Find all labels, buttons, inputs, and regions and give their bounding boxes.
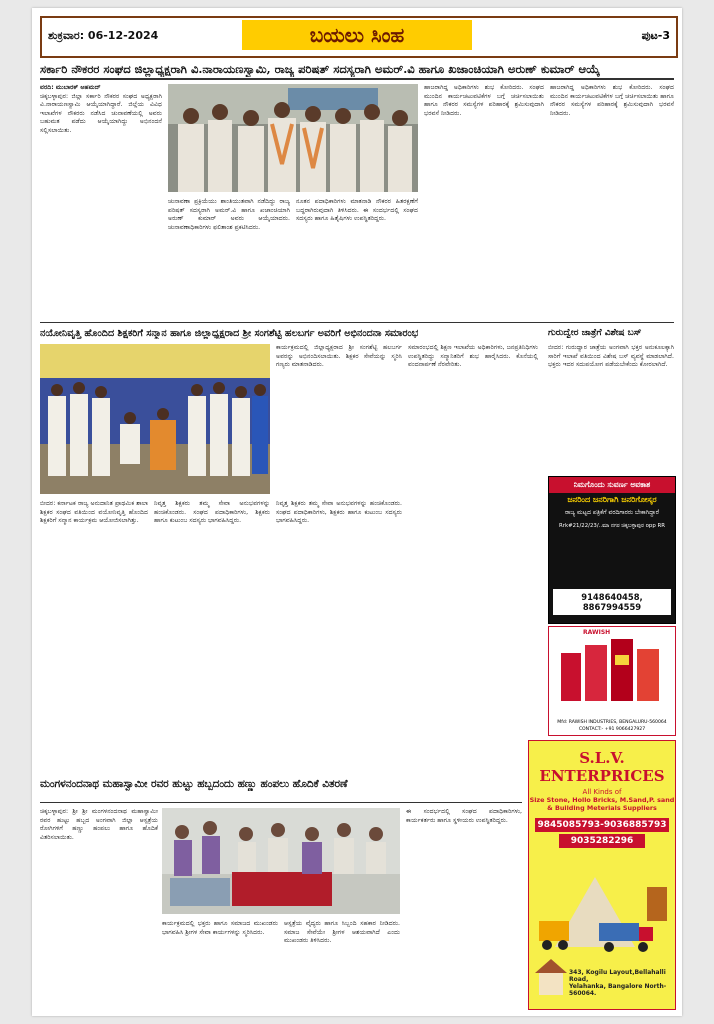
article1-col2 [168,198,290,318]
ad-slv-phone1: 9845085793-9036885793 [535,818,669,832]
article3-text: ಬೀದರ: ಗುರುದ್ವಾರ ಜಾತ್ರೆಯ ಅಂಗವಾಗಿ ಭಕ್ತರ ಅನುಕೂಲಕ್ಕಾಗಿ ಸಾರಿಗೆ ಇಲಾಖೆ ವತಿಯಿಂದ ವಿಶೇಷ ಬಸ್ ವ್ಯವಸ್ಥೆ ಮಾಡಲಾಗಿದೆ. ಭಕ್ತರು ಇದರ ಸದುಪಯೋಗ ಪಡೆಯಬೇಕೆಂದು ಕೋರಲಾಗಿದೆ. [548,344,674,369]
article1-photo [168,84,418,192]
article4-col1 [40,808,158,1008]
article2-text: ನಿವೃತ್ತ ಶಿಕ್ಷಕರು ತಮ್ಮ ಸೇವಾ ಅನುಭವಗಳನ್ನು ಹಂಚಿಕೊಂಡರು. ಸಂಘದ ಪದಾಧಿಕಾರಿಗಳು, ಶಿಕ್ಷಕರು ಹಾಗೂ ಕುಟುಂಬ ಸದಸ್ಯರು ಭಾಗವಹಿಸಿದ್ದರು. [276,500,402,525]
article2-text: ನಿವೃತ್ತ ಶಿಕ್ಷಕರು ತಮ್ಮ ಸೇವಾ ಅನುಭವಗಳನ್ನು ಹಂಚಿಕೊಂಡರು. ಸಂಘದ ಪದಾಧಿಕಾರಿಗಳು, ಶಿಕ್ಷಕರು ಹಾಗೂ ಕುಟುಂಬ ಸದಸ್ಯರು ಭಾಗವಹಿಸಿದ್ದರು. [154,500,270,525]
article2-photo [40,344,270,494]
article4-text: ಈ ಸಂದರ್ಭದಲ್ಲಿ ಸಂಘದ ಪದಾಧಿಕಾರಿಗಳು, ಕಾರ್ಯಕರ್ತರು ಹಾಗೂ ಸ್ಥಳೀಯರು ಉಪಸ್ಥಿತರಿದ್ದರು. [406,808,522,824]
divider [40,322,674,323]
ad-recruitment [548,476,676,624]
newspaper-page [32,8,682,1016]
house-icon [533,957,569,997]
article4-photo [162,808,400,914]
article3-headline: ಗುರುದ್ವೇರ ಜಾತ್ರೆಗೆ ವಿಶೇಷ ಬಸ್ [548,328,642,338]
article4-text: ಕಾರ್ಯಕ್ರಮದಲ್ಲಿ ಭಕ್ತರು ಹಾಗೂ ಸಮಾಜದ ಮುಖಂಡರು ಭಾಗವಹಿಸಿ ಶ್ರೀಗಳ ಸೇವಾ ಕಾರ್ಯಗಳನ್ನು ಸ್ಮರಿಸಿದರು. [162,920,278,936]
article4-text: ಚಿಕ್ಕಬಳ್ಳಾಪುರ: ಶ್ರೀ ಶ್ರೀ ಮಂಗಳನಂದನಾಥ ಮಹಾಸ್ವಾಮೀ ರವರ ಹುಟ್ಟು ಹಬ್ಬದ ಅಂಗವಾಗಿ ಜಿಲ್ಲಾ ಆಸ್ಪತ್ರೆಯ ರೋಗಿಗಳಿಗೆ ಹಣ್ಣು ಹಂಪಲು ಹಾಗೂ ಹೊದಿಕೆ ವಿತರಿಸಲಾಯಿತು. [40,808,158,841]
article1-col4 [424,84,544,318]
ad-recruit-line1: ನಿಮಗೊಂದು ಸುವರ್ಣ ಅವಕಾಶ [549,477,675,493]
ad-slv-phone2: 9035282296 [559,834,645,848]
article1-text: ನೂತನ ಪದಾಧಿಕಾರಿಗಳು ಮಾತನಾಡಿ ನೌಕರರ ಹಿತರಕ್ಷಣೆಗೆ ಬದ್ಧರಾಗಿರುವುದಾಗಿ ತಿಳಿಸಿದರು. ಈ ಸಂದರ್ಭದಲ್ಲಿ ಸಂಘದ ಸದಸ್ಯರು ಹಾಗೂ ಹಿತೈಷಿಗಳು ಉಪಸ್ಥಿತರಿದ್ದರು. [296,198,418,223]
ad-slv-line1: All Kinds of [582,788,622,796]
article4-col4 [406,808,522,1008]
article1-byline: ವರದಿ: ಮುಬಾರಕ್ ಅಹಮದ್ [40,84,101,91]
article1-col5 [550,84,674,318]
divider [40,78,674,80]
article2-col1 [40,500,148,798]
article2-col2 [276,344,402,494]
issue-date: ಶುಕ್ರವಾರ: 06-12-2024 [48,29,159,42]
ad-slv-enterprices [528,740,676,1010]
article2-col4 [408,344,538,798]
product-packets-icon [557,639,667,705]
newspaper-title: ಬಯಲು ಸಿಂಹ [242,20,472,50]
article2-col1b [154,500,270,798]
article1-text: ಚಿಕ್ಕಬಳ್ಳಾಪುರ: ಜಿಲ್ಲಾ ಸರ್ಕಾರಿ ನೌಕರರ ಸಂಘದ ಅಧ್ಯಕ್ಷರಾಗಿ ವಿ.ನಾರಾಯಣಸ್ವಾಮಿ ಆಯ್ಕೆಯಾಗಿದ್ದಾರೆ. ಜಿಲ್ಲೆಯ ವಿವಿಧ ಇಲಾಖೆಗಳ ನೌಕರರು ನಡೆಸಿದ ಚುನಾವಣೆಯಲ್ಲಿ ಅವರು ಬಹುಮತ ಪಡೆದು ಆಯ್ಕೆಯಾಗಿದ್ದು ಅಭಿನಂದನೆ ಸಲ್ಲಿಸಲಾಯಿತು. [40,92,162,134]
article4-text: ಆಸ್ಪತ್ರೆಯ ವೈದ್ಯರು ಹಾಗೂ ಸಿಬ್ಬಂದಿ ಸಹಕಾರ ನೀಡಿದರು. ಸಮಾಜ ಸೇವೆಯೇ ಶ್ರೀಗಳ ಆಶಯವಾಗಿದೆ ಎಂದು ಮುಖಂಡರು ತಿಳಿಸಿದರು. [284,920,400,945]
ad-slv-address2: Yelahanka, Bangalore North-560064. [569,983,667,997]
ad-slv-line2: Size Stone, Hollo Bricks, M.Sand,P. sand [529,796,675,804]
article1-text: ಚುನಾವಣಾ ಪ್ರಕ್ರಿಯೆಯು ಶಾಂತಿಯುತವಾಗಿ ನಡೆದಿದ್ದು ರಾಜ್ಯ ಪರಿಷತ್ ಸದಸ್ಯರಾಗಿ ಅಮರ್.ವಿ ಹಾಗೂ ಖಜಾಂಚಿಯಾಗಿ ಅರುಣ್ ಕುಮಾರ್ ಅವರು ಆಯ್ಕೆಯಾದರು. ಚುನಾವಣಾಧಿಕಾರಿಗಳು ಫಲಿತಾಂಶ ಪ್ರಕಟಿಸಿದರು. [168,198,290,231]
ad-recruit-line3: ರಾಜ್ಯ ಮಟ್ಟದ ಪತ್ರಿಕೆಗೆ ವರದಿಗಾರರು ಬೇಕಾಗಿದ್ದಾರೆ [564,509,660,516]
article1-text: ಹಾಜರಾಗಿದ್ದ ಅಧಿಕಾರಿಗಳು ಶುಭ ಕೋರಿದರು. ಸಂಘದ ಮುಂದಿನ ಕಾರ್ಯಚಟುವಟಿಕೆಗಳ ಬಗ್ಗೆ ಚರ್ಚಿಸಲಾಯಿತು ಹಾಗೂ ನೌಕರರ ಸಮಸ್ಯೆಗಳ ಪರಿಹಾರಕ್ಕೆ ಶ್ರಮಿಸುವುದಾಗಿ ಭರವಸೆ ನೀಡಿದರು. [550,84,674,117]
ad-slv-title: S.L.V. ENTERPRICES [539,749,665,785]
article1-text: ಹಾಜರಾಗಿದ್ದ ಅಧಿಕಾರಿಗಳು ಶುಭ ಕೋರಿದರು. ಸಂಘದ ಮುಂದಿನ ಕಾರ್ಯಚಟುವಟಿಕೆಗಳ ಬಗ್ಗೆ ಚರ್ಚಿಸಲಾಯಿತು ಹಾಗೂ ನೌಕರರ ಸಮಸ್ಯೆಗಳ ಪರಿಹಾರಕ್ಕೆ ಶ್ರಮಿಸುವುದಾಗಿ ಭರವಸೆ ನೀಡಿದರು. [424,84,544,117]
page-number: ಪುಟ-3 [641,29,670,42]
article1-headline: ಸರ್ಕಾರಿ ನೌಕರರ ಸಂಘದ ಜಿಲ್ಲಾಧ್ಯಕ್ಷರಾಗಿ ವಿ.ನಾರಾಯಣಸ್ವಾಮಿ, ರಾಜ್ಯ ಪರಿಷತ್ ಸದಸ್ಯರಾಗಿ ಅಮರ್.ವಿ ಹಾಗೂ ಖಜಾಂಚಿಯಾಗಿ ಅರುಣ್ ಕುಮಾರ್ ಆಯ್ಕೆ [40,62,600,76]
article4-col2 [162,920,278,1008]
article2-text: ಸಮಾರಂಭದಲ್ಲಿ ಶಿಕ್ಷಣ ಇಲಾಖೆಯ ಅಧಿಕಾರಿಗಳು, ಜನಪ್ರತಿನಿಧಿಗಳು ಉಪಸ್ಥಿತರಿದ್ದು ಸನ್ಮಾನಿತರಿಗೆ ಶುಭ ಹಾರೈಸಿದರು. ಕೊನೆಯಲ್ಲಿ ವಂದನಾರ್ಪಣೆ ನೆರವೇರಿತು. [408,344,538,369]
article2-text: ಬೀದರ: ಕರ್ನಾಟಕ ರಾಜ್ಯ ಅನುದಾನಿತ ಪ್ರಾಥಮಿಕ ಶಾಲಾ ಶಿಕ್ಷಕರ ಸಂಘದ ವತಿಯಿಂದ ವಯೋನಿವೃತ್ತಿ ಹೊಂದಿದ ಶಿಕ್ಷಕರಿಗೆ ಸನ್ಮಾನ ಕಾರ್ಯಕ್ರಮ ಆಯೋಜಿಸಲಾಗಿತ್ತು. [40,500,148,525]
ad-slv-address1: 343, Kogilu Layout,Bellahalli Road, [569,969,666,983]
ad-rawish [548,626,676,736]
article2-headline: ನಯೋನಿವೃತ್ತಿ ಹೊಂದಿದ ಶಿಕ್ಷಕರಿಗೆ ಸನ್ಮಾನ ಹಾಗೂ ಜಿಲ್ಲಾಧ್ಯಕ್ಷರಾದ ಶ್ರೀ ಸಂಗಶೆಟ್ಟಿ ಹಲಬರ್ಗ ಅವರಿಗೆ ಅಭಿನಂದನಾ ಸಮಾರಂಭ [40,328,419,339]
article4-headline: ಮಂಗಳನಂದನಾಥ ಮಹಾಸ್ವಾಮೀ ರವರ ಹುಟ್ಟು ಹಬ್ಬದಂದು ಹಣ್ಣು ಹಂಪಲು ಹೊದಿಕೆ ವಿತರಣೆ [40,778,348,790]
masthead [40,16,678,58]
article3-body [548,344,674,472]
article1-col3 [296,198,418,318]
article2-text: ಕಾರ್ಯಕ್ರಮದಲ್ಲಿ ಜಿಲ್ಲಾಧ್ಯಕ್ಷರಾದ ಶ್ರೀ ಸಂಗಶೆಟ್ಟಿ ಹಲಬರ್ಗ ಅವರನ್ನು ಅಭಿನಂದಿಸಲಾಯಿತು. ಶಿಕ್ಷಕರ ಸೇವೆಯನ್ನು ಸ್ಮರಿಸಿ ಗಣ್ಯರು ಮಾತನಾಡಿದರು. [276,344,402,369]
construction-vehicles-icon [535,867,669,957]
ad-rawish-footer1: Mfd: RAWISH INDUSTRIES, BENGALURU-560064 [557,720,667,725]
ad-recruit-code: Rrk#21/22/23/..ಮಾ ನಗರ ಚಿಕ್ಕಬಳ್ಳಾಪುರ opp RR [559,523,665,529]
article1-col1 [40,84,162,318]
ad-recruit-line2: ಜನರಿಂದ ಜನರಿಗಾಗಿ ಜನರಿಗೋಸ್ಕರ [567,495,657,504]
divider [40,802,522,803]
ad-recruit-phone: 9148640458, 8867994559 [553,589,671,615]
article2-col3 [276,500,402,798]
article4-col3 [284,920,400,1008]
ad-slv-line3: & Building Meterials Suppliers [547,804,657,812]
ad-rawish-footer2: CONTACT:- +91 9066427927 [578,727,646,732]
ad-rawish-brand: RAWISH [583,629,611,636]
